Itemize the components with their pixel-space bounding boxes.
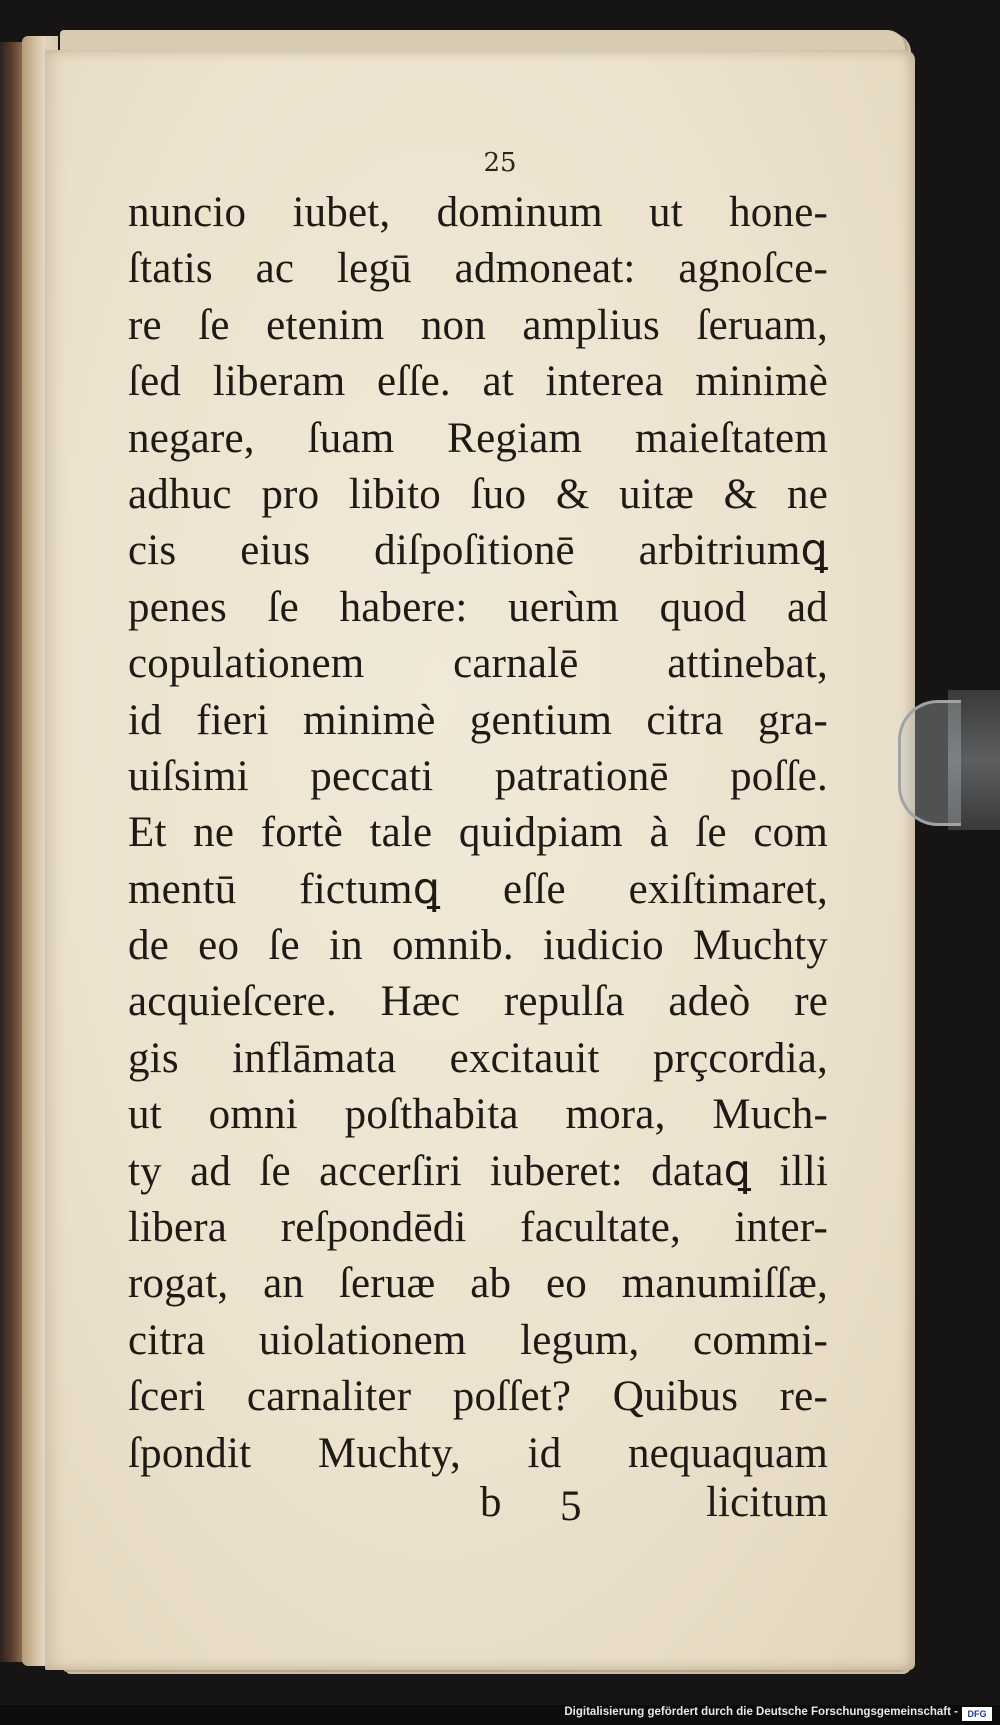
dfg-logo: DFG: [962, 1707, 992, 1721]
text-line: adhuc pro libito ſuo & uitæ & ne: [128, 470, 828, 518]
text-line: de eo ſe in omnib. iudicio Muchty: [128, 922, 828, 970]
text-line: ut omni poſthabita mora, Much-: [128, 1091, 828, 1139]
text-line: mentū fictumꝗ eſſe exiſtimaret,: [128, 865, 828, 913]
text-line: re ſe etenim non amplius ſeruam,: [128, 301, 828, 349]
footer-credit: Digitalisierung gefördert durch die Deutsche Forschungsgemeinschaft -: [564, 1706, 958, 1718]
text-line: gis inflāmata excitauit prçcordia,: [128, 1034, 828, 1082]
text-line: rogat, an ſeruæ ab eo manumiſſæ,: [128, 1260, 828, 1308]
page-clip: [898, 700, 961, 826]
text-line: ſpondit Muchty, id nequaquam: [128, 1429, 828, 1477]
catchword: licitum: [706, 1479, 828, 1526]
text-line: ſed liberam eſſe. at interea minimè: [128, 358, 828, 406]
text-line: acquieſcere. Hæc repulſa adeò re: [128, 978, 828, 1026]
signature-number: 5: [560, 1483, 582, 1530]
text-line: uiſsimi peccati patrationē poſſe.: [128, 752, 828, 800]
text-line: ſceri carnaliter poſſet? Quibus re-: [128, 1373, 828, 1421]
text-line: cis eius diſpoſitionē arbitriumꝗ: [128, 527, 828, 575]
signature-line: [128, 1478, 828, 1534]
text-line: citra uiolationem legum, commi-: [128, 1316, 828, 1364]
text-line: ty ad ſe accerſiri iuberet: dataꝗ illi: [128, 1147, 828, 1195]
page-number: 25: [483, 148, 517, 178]
text-line: id fieri minimè gentium citra gra-: [128, 696, 828, 744]
text-line: Et ne fortè tale quidpiam à ſe com: [128, 809, 828, 857]
text-line: copulationem carnalē attinebat,: [128, 640, 828, 688]
text-line: nuncio iubet, dominum ut hone-: [128, 189, 828, 236]
text-line: libera reſpondēdi facultate, inter-: [128, 1204, 828, 1252]
text-line: penes ſe habere: uerùm quod ad: [128, 583, 828, 631]
body-text: [128, 185, 828, 1482]
text-line: negare, ſuam Regiam maieſtatem: [128, 414, 828, 462]
signature-mark: b: [480, 1479, 502, 1526]
text-line: ſtatis ac legū admoneat: agnoſce-: [128, 245, 828, 293]
